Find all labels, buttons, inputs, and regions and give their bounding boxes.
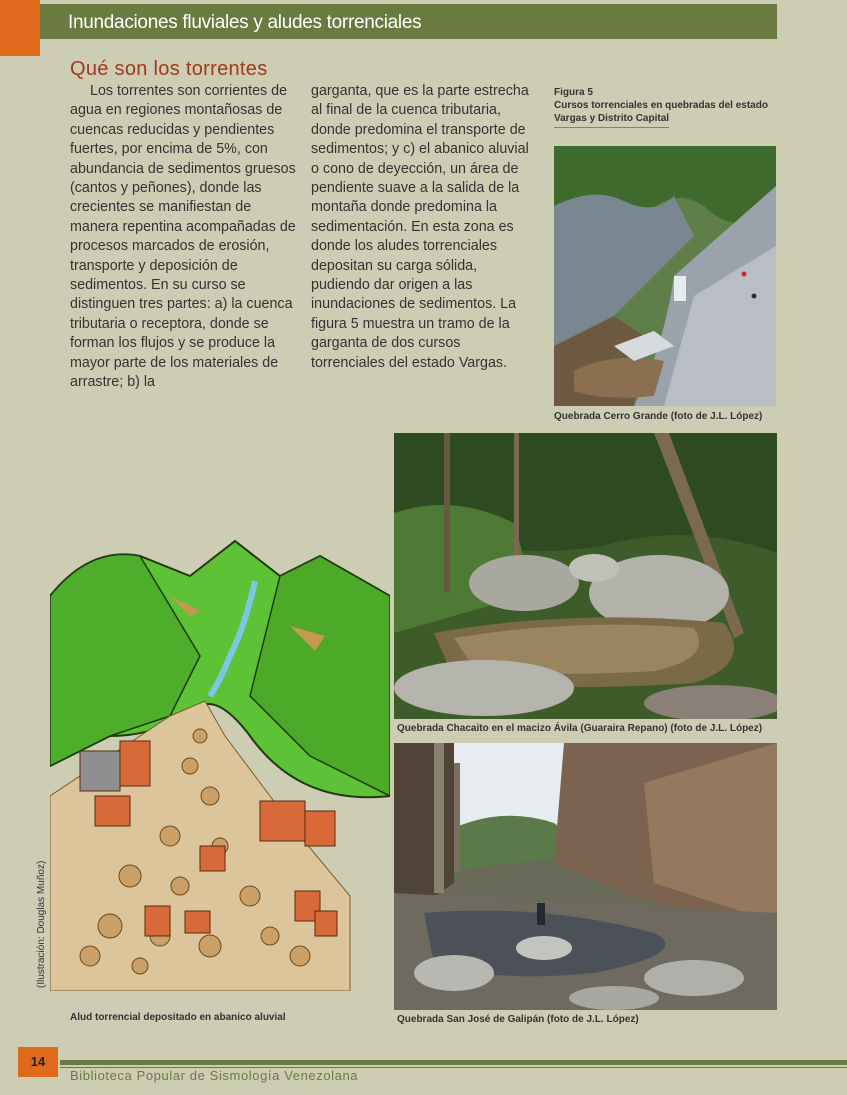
- figure-caption: [554, 86, 779, 128]
- photo-cerro-grande-caption: Quebrada Cerro Grande (foto de J.L. López): [554, 411, 763, 422]
- illustration-alud-torrencial: [50, 536, 390, 991]
- footer-rule: [60, 1060, 847, 1065]
- page-number: 14: [18, 1047, 58, 1077]
- illustration-credit: (Ilustración: Douglas Muñoz): [36, 860, 47, 988]
- body-paragraph-1: Los torrentes son corrientes de agua en regiones montañosas de cuencas reducidas y pendientes fuertes, por encima de 5%, con abundancia de sedimentos gruesos (cantos y peñones), donde las crecientes se manifiestan de manera repentina acompañadas de procesos marcados de erosión, transporte y deposición de sedimentos. En su curso se distinguen tres partes: a) la cuenca tributaria o receptora, donde se forman los flujos y se produce la mayor parte de los materiales de arrastre; b) la: [70, 83, 296, 391]
- photo-san-jose-galipan: [394, 743, 777, 1010]
- header-bar: [40, 4, 777, 39]
- photo-cerro-grande: [554, 146, 776, 406]
- body-column-1: [70, 82, 298, 393]
- chapter-title: Inundaciones fluviales y aludes torrenciales: [68, 12, 422, 33]
- orange-corner-tab: [0, 0, 40, 56]
- photo-chacaito-caption: Quebrada Chacaito en el macizo Ávila (Guaraira Repano) (foto de J.L. López): [397, 723, 763, 734]
- illustration-caption: Alud torrencial depositado en abanico aluvial: [70, 1012, 286, 1023]
- photo-chacaito-image: [394, 433, 777, 719]
- photo-san-jose-galipan-image: [394, 743, 777, 1010]
- illustration-alud-torrencial-image: [50, 536, 390, 991]
- photo-san-jose-galipan-caption: Quebrada San José de Galipán (foto de J.L. López): [397, 1014, 639, 1025]
- figure-title-line-2: Vargas y Distrito Capital: [554, 112, 669, 128]
- section-title: Qué son los torrentes: [70, 58, 268, 80]
- photo-chacaito: [394, 433, 777, 719]
- series-title: Biblioteca Popular de Sismología Venezolana: [70, 1068, 359, 1083]
- photo-cerro-grande-image: [554, 146, 776, 406]
- figure-title-line-1: Cursos torrenciales en quebradas del estado: [554, 100, 768, 111]
- body-paragraph-2: garganta, que es la parte estrecha al final de la cuenca tributaria, donde predomina el transporte de sedimentos; y c) el abanico aluvial o cono de deyección, un área de pendiente suave a la salida de la montaña donde predomina la sedimentación. En esta zona es donde los aludes torrenciales depositan su carga sólida, pudiendo dar origen a las inundaciones de sedimentos. La figura 5 muestra un tramo de la garganta de dos cursos torrenciales del estado Vargas.: [311, 83, 529, 371]
- body-column-2: [311, 82, 533, 373]
- figure-label: Figura 5: [554, 87, 593, 98]
